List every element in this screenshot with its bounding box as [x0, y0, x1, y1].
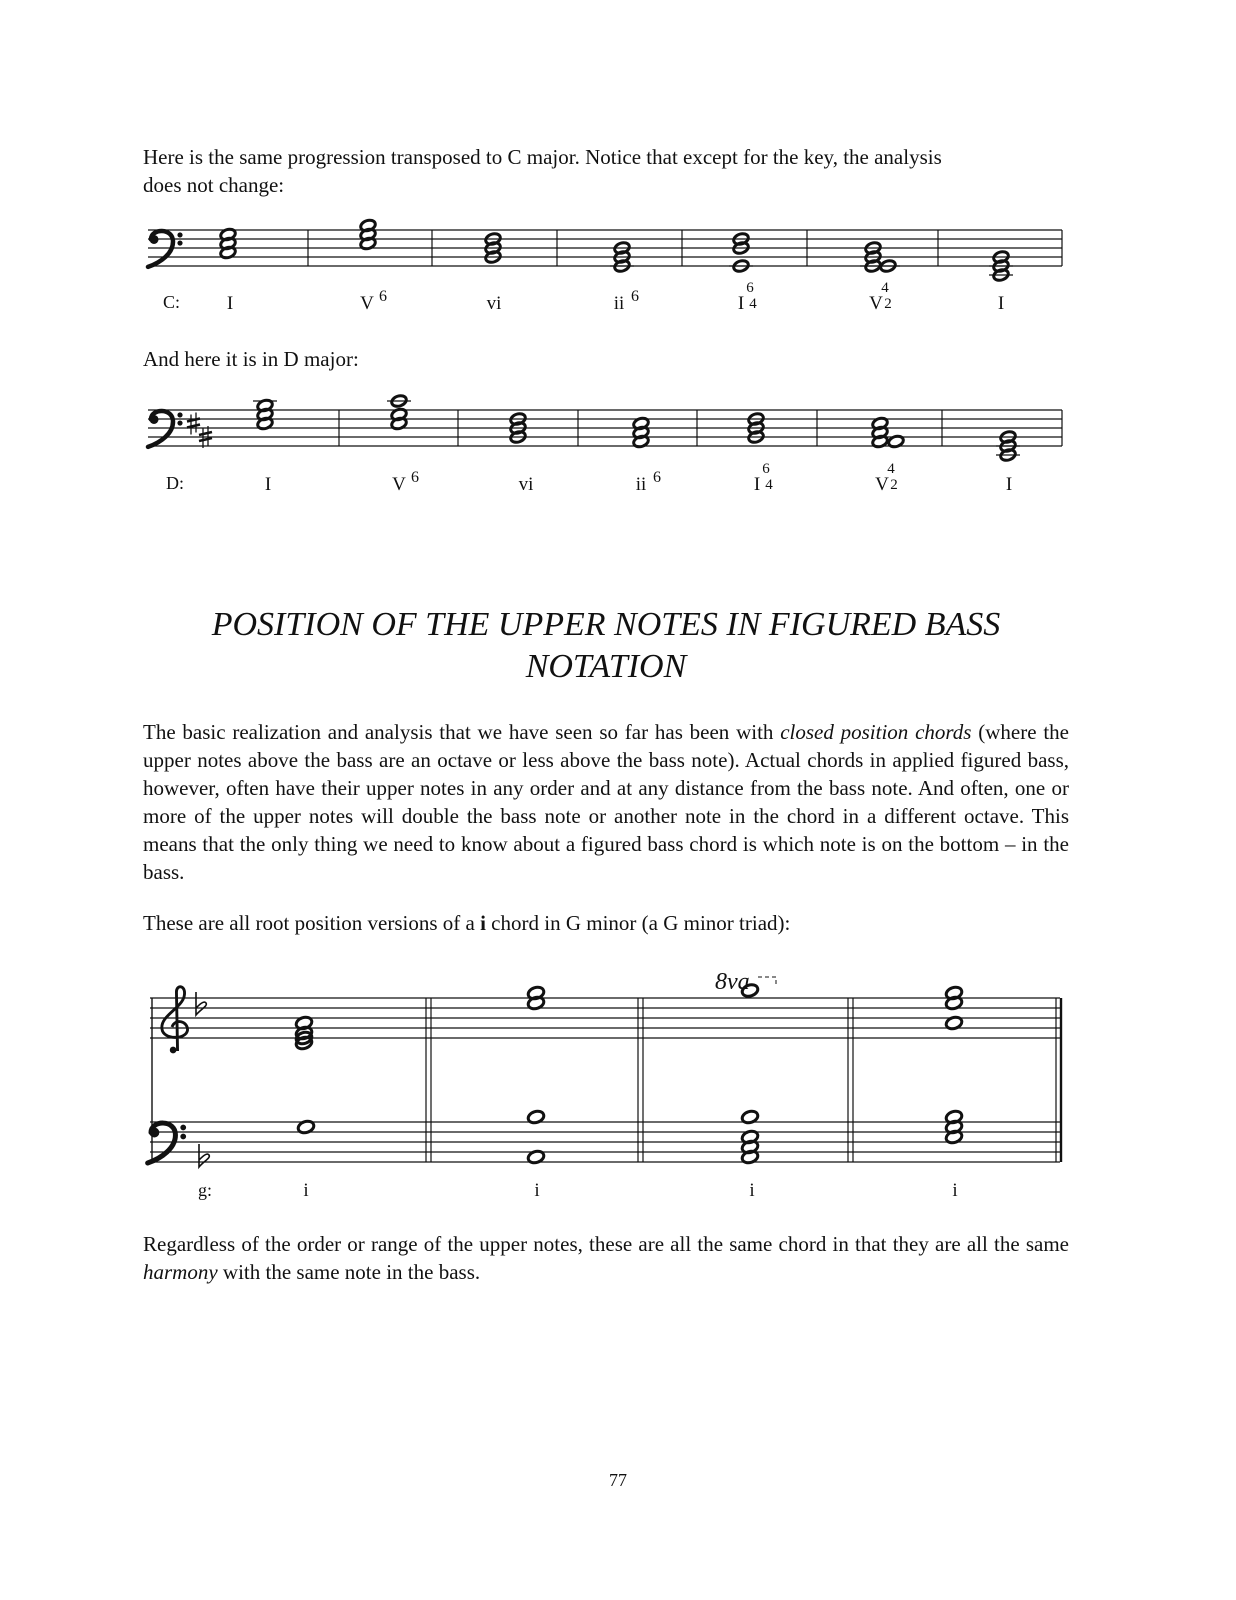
bass-clef-dot	[177, 420, 182, 425]
c-major-staff	[148, 218, 1062, 282]
key-signature-sharps-icon	[187, 413, 212, 449]
bass-clef-curve	[148, 231, 173, 267]
whole-note	[741, 1129, 760, 1144]
figure-top: 6	[746, 280, 754, 296]
whole-note	[219, 236, 236, 250]
paragraph-text-start: The basic realization and analysis that we have seen so far has been with	[143, 720, 781, 744]
whole-note	[295, 1015, 314, 1030]
whole-note	[864, 259, 881, 273]
whole-note	[992, 250, 1009, 264]
roman-numeral: V	[869, 293, 883, 314]
whole-note	[999, 439, 1016, 453]
roman-numeral-analysis	[303, 1180, 957, 1201]
key-signature-flats-icon	[196, 992, 209, 1167]
whole-note	[945, 1129, 964, 1144]
figure-bottom: 2	[884, 296, 892, 312]
whole-note	[256, 398, 273, 412]
bass-clef-dot	[177, 240, 182, 245]
roman-numeral: i	[534, 1180, 540, 1201]
whole-note	[999, 430, 1016, 444]
whole-note	[864, 241, 881, 255]
whole-note	[509, 412, 526, 426]
conclusion-text-end: with the same note in the bass.	[217, 1260, 481, 1284]
key-label: D:	[166, 473, 184, 493]
whole-note	[741, 983, 760, 998]
section-heading	[143, 604, 1069, 688]
d-major-example	[148, 394, 1062, 495]
whole-note	[887, 434, 904, 448]
whole-note	[256, 416, 273, 430]
whole-note	[527, 1109, 546, 1124]
d-major-staff	[148, 394, 1062, 462]
whole-note	[747, 421, 764, 435]
staff-lines	[150, 998, 1060, 1162]
whole-note	[359, 227, 376, 241]
whole-note	[527, 1149, 546, 1164]
figure-top: 6	[762, 461, 770, 477]
inversion-figure: 6	[379, 288, 387, 305]
roman-numeral: ii	[613, 293, 625, 314]
whole-note	[945, 995, 964, 1010]
intro-text	[143, 143, 1069, 199]
whole-note	[359, 236, 376, 250]
barlines	[339, 410, 1062, 446]
whole-note	[509, 421, 526, 435]
barlines	[152, 998, 1061, 1162]
roman-numeral: V	[360, 293, 374, 314]
whole-note	[732, 259, 749, 273]
whole-note	[741, 1149, 760, 1164]
whole-note	[613, 259, 630, 273]
whole-note	[390, 394, 407, 408]
chord-notes	[253, 394, 1020, 462]
whole-note	[632, 425, 649, 439]
whole-note	[747, 412, 764, 426]
whole-note	[297, 1119, 316, 1134]
whole-note	[219, 227, 236, 241]
whole-note	[219, 245, 236, 259]
roman-numeral: vi	[518, 474, 534, 495]
whole-note	[613, 241, 630, 255]
whole-note	[732, 241, 749, 255]
whole-note	[509, 430, 526, 444]
whole-note	[484, 250, 501, 264]
roman-numeral: ii	[635, 474, 647, 495]
whole-note	[484, 232, 501, 246]
figure-top: 4	[887, 461, 895, 477]
flat-sign	[199, 1144, 209, 1167]
whole-note	[390, 407, 407, 421]
bass-clef-curve	[148, 1123, 176, 1163]
whole-note	[741, 1139, 760, 1154]
conclusion-text-start: Regardless of the order or range of the upper notes, these are all the same chord in that they are all the same	[143, 1232, 1069, 1256]
whole-note	[295, 1035, 314, 1050]
whole-note	[732, 232, 749, 246]
ottava-digit	[715, 969, 750, 995]
section-heading-line-1: POSITION OF THE UPPER NOTES IN FIGURED BASS	[211, 606, 1001, 643]
whole-note	[879, 259, 896, 273]
whole-note	[992, 268, 1009, 282]
inversion-figure: 6	[631, 288, 639, 305]
barlines	[308, 230, 1062, 266]
whole-note	[359, 218, 376, 232]
bass-clef-dot	[177, 232, 182, 237]
sharp-bar	[199, 432, 212, 441]
roman-numeral: i	[749, 1180, 755, 1201]
bass-clef-curve	[148, 411, 173, 447]
body-paragraph	[143, 718, 1069, 886]
harmony-term: harmony	[143, 1260, 218, 1284]
figure-bottom: 4	[765, 477, 773, 493]
ottava-label: 8va	[715, 969, 750, 995]
roman-numeral: I	[1005, 474, 1013, 495]
whole-note	[613, 250, 630, 264]
bass-clef-head	[150, 415, 159, 424]
bass-clef-head	[149, 1128, 159, 1138]
sharp-stem	[203, 426, 208, 448]
whole-note	[295, 1030, 314, 1045]
whole-note	[864, 250, 881, 264]
g-minor-example	[148, 969, 1061, 1201]
whole-note	[527, 995, 546, 1010]
ottava-marking	[715, 969, 776, 995]
roman-numeral: vi	[486, 293, 502, 314]
roman-numeral: V	[875, 474, 889, 495]
roman-numeral: I	[264, 474, 272, 495]
roman-numeral: i	[952, 1180, 958, 1201]
staff-lines	[148, 410, 1062, 446]
key-label: C:	[163, 292, 181, 312]
roman-numeral: i	[303, 1180, 309, 1201]
bass-clef-icon	[148, 411, 183, 447]
whole-note	[741, 1109, 760, 1124]
whole-note	[945, 985, 964, 1000]
closed-position-term: closed position chords	[780, 720, 972, 744]
ottava-dashes	[758, 977, 776, 984]
section-heading-line-2: NOTATION	[525, 648, 687, 685]
bass-clef-dot	[180, 1125, 186, 1131]
whole-note	[256, 407, 273, 421]
bass-clef-dot	[180, 1134, 186, 1140]
roman-numeral: I	[753, 474, 761, 495]
paragraph-text-end: (where the upper notes above the bass are an octave or less above the bass note). Actual chords in applied figured bass, however, often have their upper notes in any order and at any distance from the bass note. And often, one or more of the upper notes will double the bass note or another note in the chord in a different octave. This means that the only thing we need to know about a figured bass chord is which note is on the bottom – in the bass.	[143, 720, 1069, 884]
roman-numeral-analysis	[227, 280, 1004, 314]
intro-line-1: Here is the same progression transposed to C major. Notice that except for the key, the analysis	[143, 145, 942, 169]
figure-bottom: 2	[890, 477, 898, 493]
whole-note	[871, 416, 888, 430]
whole-note	[527, 985, 546, 1000]
roman-numeral: I	[997, 293, 1005, 314]
whole-note	[484, 241, 501, 255]
treble-clef-tail	[170, 1047, 177, 1054]
intro-line-2: does not change:	[143, 173, 285, 197]
bass-clef-head	[150, 235, 159, 244]
whole-note	[295, 1025, 314, 1040]
roman-numeral-analysis	[265, 461, 1012, 495]
chord-symbol-bold: i	[480, 911, 486, 935]
bass-clef-icon	[148, 231, 183, 267]
roman-numeral: I	[737, 293, 745, 314]
page-number: 77	[609, 1470, 627, 1490]
flat-sign	[196, 992, 206, 1015]
g-minor-intro-start: These are all root position versions of a	[143, 911, 481, 935]
conclusion-paragraph	[143, 1230, 1069, 1286]
whole-note	[747, 430, 764, 444]
inversion-figure: 6	[653, 469, 661, 486]
key-label: g:	[198, 1180, 213, 1200]
clef-icons	[148, 987, 188, 1163]
figure-bottom: 4	[749, 296, 757, 312]
whole-note	[945, 1109, 964, 1124]
d-major-intro: And here it is in D major:	[143, 347, 359, 371]
chord-notes	[295, 983, 964, 1165]
staff-lines	[148, 230, 1062, 266]
g-minor-intro-end: chord in G minor (a G minor triad):	[485, 911, 791, 935]
inversion-figure: 6	[411, 469, 419, 486]
figure-top: 4	[881, 280, 889, 296]
whole-note	[945, 1119, 964, 1134]
whole-note	[945, 1015, 964, 1030]
whole-note	[871, 425, 888, 439]
roman-numeral: V	[392, 474, 406, 495]
g-minor-intro	[143, 909, 1069, 937]
whole-note	[632, 434, 649, 448]
c-major-example	[148, 218, 1062, 314]
whole-note	[992, 259, 1009, 273]
treble-clef-curve	[162, 987, 188, 1051]
sharp-bar	[187, 419, 200, 428]
bass-clef-dot	[177, 412, 182, 417]
whole-note	[999, 448, 1016, 462]
whole-note	[871, 434, 888, 448]
whole-note	[632, 416, 649, 430]
whole-note	[390, 416, 407, 430]
grand-staff	[148, 983, 1061, 1167]
sharp-stem	[191, 413, 196, 435]
roman-numeral: I	[226, 293, 234, 314]
chord-notes	[219, 218, 1013, 282]
